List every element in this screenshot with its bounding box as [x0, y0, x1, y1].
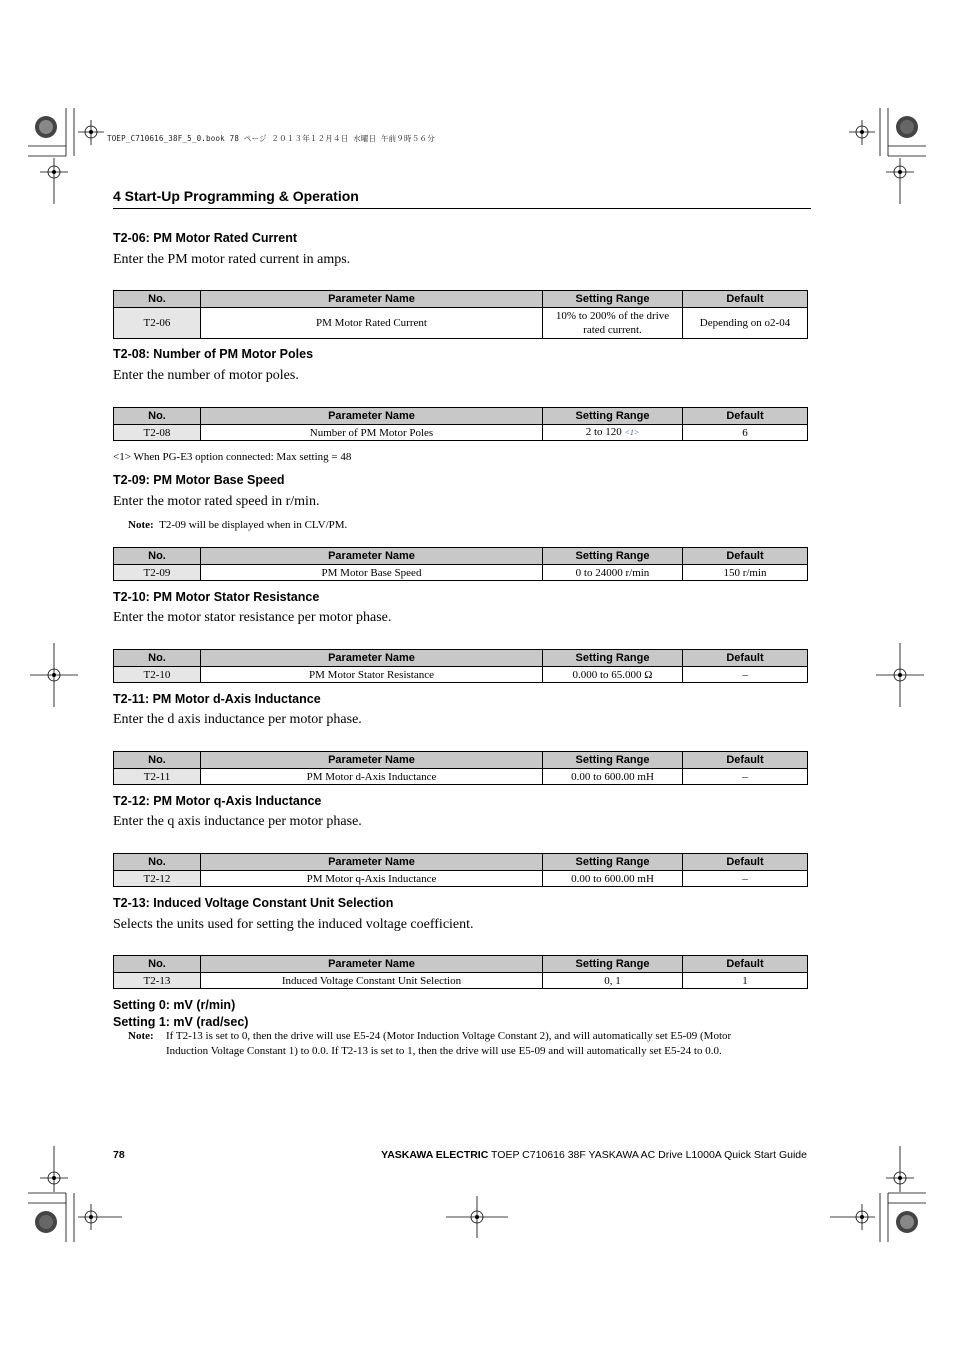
cell-parameter-name: Number of PM Motor Poles: [201, 425, 543, 441]
cell-setting-range: [543, 308, 683, 339]
col-default: Default: [683, 956, 808, 973]
cell-setting-range: [543, 425, 683, 441]
note-text: T2-09 will be displayed when in CLV/PM.: [159, 519, 348, 531]
section-heading-t2-08: T2-08: Number of PM Motor Poles: [113, 347, 314, 361]
col-default: Default: [683, 408, 808, 425]
param-table-t2-12: [113, 853, 808, 887]
table-header-row: [114, 291, 808, 308]
note-line-1: If T2-13 is set to 0, then the drive will use E5-24 (Motor Induction Voltage Constant 2), and will automatically set E5-09 (Motor: [166, 1030, 732, 1042]
cell-parameter-name: PM Motor Rated Current: [201, 308, 543, 339]
range-line-1: 10% to 200% of the drive: [555, 310, 670, 322]
note-label: Note:: [128, 519, 154, 531]
col-setting-range: Setting Range: [543, 752, 683, 769]
col-no: No.: [114, 956, 201, 973]
table-header-row: [114, 956, 808, 973]
note: [128, 519, 347, 531]
cell-default: –: [683, 871, 808, 887]
table-row: [114, 769, 808, 785]
col-no: No.: [114, 291, 201, 308]
col-parameter-name: Parameter Name: [201, 956, 543, 973]
cell-setting-range: 0.00 to 600.00 mH: [543, 769, 683, 785]
col-no: No.: [114, 548, 201, 565]
section-heading-t2-11: T2-11: PM Motor d-Axis Inductance: [113, 692, 321, 706]
section-desc-t2-06: Enter the PM motor rated current in amps.: [113, 252, 351, 267]
param-table-t2-11: [113, 751, 808, 785]
cell-parameter-name: PM Motor q-Axis Inductance: [201, 871, 543, 887]
cell-setting-range: 0.000 to 65.000 Ω: [543, 667, 683, 683]
table-header-row: [114, 854, 808, 871]
section-desc-t2-11: Enter the d axis inductance per motor phase.: [113, 712, 362, 727]
cell-default: 6: [683, 425, 808, 441]
note-line-2: Induction Voltage Constant 1) to 0.0. If T2-13 is set to 1, then the drive will use E5-09 and will automatically set E5-24 to 0.0.: [166, 1045, 722, 1057]
col-setting-range: Setting Range: [543, 408, 683, 425]
col-default: Default: [683, 752, 808, 769]
table-header-row: [114, 548, 808, 565]
col-no: No.: [114, 752, 201, 769]
cell-default: 1: [683, 973, 808, 989]
setting-1-heading: Setting 1: mV (rad/sec): [113, 1015, 249, 1029]
cell-parameter-name: PM Motor d-Axis Inductance: [201, 769, 543, 785]
col-setting-range: Setting Range: [543, 650, 683, 667]
cell-no: T2-11: [114, 769, 201, 785]
col-no: No.: [114, 854, 201, 871]
range-line-2: rated current.: [583, 324, 642, 336]
col-default: Default: [683, 854, 808, 871]
cell-setting-range: 0, 1: [543, 973, 683, 989]
col-parameter-name: Parameter Name: [201, 548, 543, 565]
table-row: [114, 425, 808, 441]
cell-parameter-name: PM Motor Base Speed: [201, 565, 543, 581]
table-row: [114, 565, 808, 581]
col-default: Default: [683, 548, 808, 565]
footnote-ref[interactable]: <1>: [624, 428, 640, 437]
chapter-rule: [113, 208, 811, 209]
col-parameter-name: Parameter Name: [201, 291, 543, 308]
col-setting-range: Setting Range: [543, 291, 683, 308]
col-parameter-name: Parameter Name: [201, 408, 543, 425]
cell-no: T2-13: [114, 973, 201, 989]
section-heading-t2-10: T2-10: PM Motor Stator Resistance: [113, 590, 320, 604]
table-header-row: [114, 408, 808, 425]
col-no: No.: [114, 408, 201, 425]
param-table-t2-06: [113, 290, 808, 339]
section-heading-t2-13: T2-13: Induced Voltage Constant Unit Selection: [113, 896, 394, 910]
cell-default: –: [683, 769, 808, 785]
table-header-row: [114, 752, 808, 769]
chapter-title: 4 Start-Up Programming & Operation: [113, 188, 359, 204]
cell-default: –: [683, 667, 808, 683]
range-value: 2 to 120: [585, 426, 622, 438]
note-label: Note:: [128, 1030, 154, 1042]
cell-no: T2-12: [114, 871, 201, 887]
col-setting-range: Setting Range: [543, 548, 683, 565]
table-row: [114, 308, 808, 339]
footer-brand: YASKAWA ELECTRIC: [381, 1149, 489, 1161]
cell-default: 150 r/min: [683, 565, 808, 581]
cell-setting-range: 0.00 to 600.00 mH: [543, 871, 683, 887]
col-default: Default: [683, 291, 808, 308]
param-table-t2-09: [113, 547, 808, 581]
cell-default: Depending on o2-04: [683, 308, 808, 339]
cell-no: T2-08: [114, 425, 201, 441]
section-desc-t2-08: Enter the number of motor poles.: [113, 368, 299, 383]
table-row: [114, 973, 808, 989]
cell-no: T2-09: [114, 565, 201, 581]
section-heading-t2-09: T2-09: PM Motor Base Speed: [113, 473, 285, 487]
footer-doc: TOEP C710616 38F YASKAWA AC Drive L1000A Quick Start Guide: [491, 1149, 807, 1161]
section-desc-t2-09: Enter the motor rated speed in r/min.: [113, 494, 320, 509]
col-setting-range: Setting Range: [543, 956, 683, 973]
cell-parameter-name: Induced Voltage Constant Unit Selection: [201, 973, 543, 989]
cell-parameter-name: PM Motor Stator Resistance: [201, 667, 543, 683]
footnote: <1> When PG-E3 option connected: Max setting = 48: [113, 451, 352, 463]
page-number: 78: [113, 1149, 125, 1161]
section-heading-t2-12: T2-12: PM Motor q-Axis Inductance: [113, 794, 322, 808]
col-parameter-name: Parameter Name: [201, 752, 543, 769]
footer-doc-title: [381, 1149, 807, 1161]
section-desc-t2-10: Enter the motor stator resistance per motor phase.: [113, 610, 392, 625]
print-job-header: TOEP_C710616_38F_5_0.book 78 ページ ２０１３年１２月４日 水曜日 午前９時５６分: [107, 134, 435, 143]
param-table-t2-10: [113, 649, 808, 683]
col-parameter-name: Parameter Name: [201, 650, 543, 667]
cell-no: T2-06: [114, 308, 201, 339]
section-desc-t2-12: Enter the q axis inductance per motor phase.: [113, 814, 362, 829]
param-table-t2-13: [113, 955, 808, 989]
table-row: [114, 871, 808, 887]
setting-0-heading: Setting 0: mV (r/min): [113, 998, 236, 1012]
table-row: [114, 667, 808, 683]
col-setting-range: Setting Range: [543, 854, 683, 871]
cell-setting-range: 0 to 24000 r/min: [543, 565, 683, 581]
col-default: Default: [683, 650, 808, 667]
param-table-t2-08: [113, 407, 808, 441]
section-desc-t2-13: Selects the units used for setting the induced voltage coefficient.: [113, 917, 474, 932]
section-heading-t2-06: T2-06: PM Motor Rated Current: [113, 231, 298, 245]
col-parameter-name: Parameter Name: [201, 854, 543, 871]
cell-no: T2-10: [114, 667, 201, 683]
col-no: No.: [114, 650, 201, 667]
table-header-row: [114, 650, 808, 667]
